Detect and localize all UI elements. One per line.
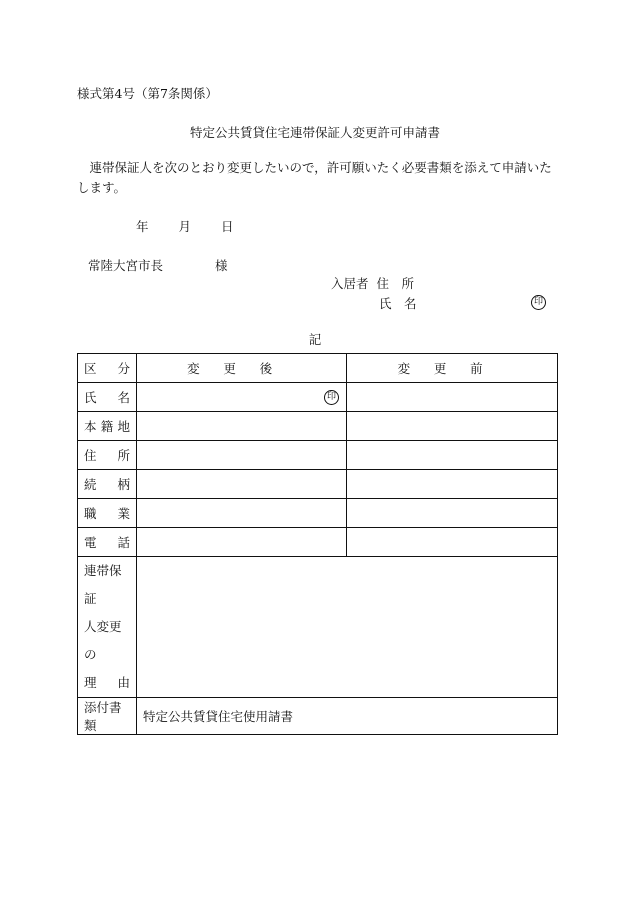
phone-before-field[interactable] xyxy=(347,528,558,557)
relationship-after-field[interactable] xyxy=(137,470,347,499)
table-row xyxy=(78,470,558,499)
header-category: 区 分 xyxy=(78,354,137,383)
table-row xyxy=(78,383,558,412)
table-row xyxy=(78,412,558,441)
row-label: 電 話 xyxy=(78,528,137,557)
applicant-role: 入居者 xyxy=(331,276,369,291)
document-title: 特定公共賃貸住宅連帯保証人変更許可申請書 xyxy=(189,125,440,140)
month-label: 月 xyxy=(178,219,191,234)
header-after: 変更後 xyxy=(137,354,347,383)
table-row xyxy=(78,528,558,557)
table-row xyxy=(78,499,558,528)
attachment-row xyxy=(78,698,558,735)
relationship-before-field[interactable] xyxy=(347,470,558,499)
address-after-field[interactable] xyxy=(137,441,347,470)
attachment-value: 特定公共賃貸住宅使用請書 xyxy=(137,698,558,735)
reason-label: 連帯保証 人変更の 理 由 xyxy=(78,557,137,698)
domicile-after-field[interactable] xyxy=(137,412,347,441)
day-label: 日 xyxy=(220,219,234,234)
attachment-label: 添付書類 xyxy=(78,698,137,735)
name-after-field[interactable] xyxy=(137,383,347,412)
addressee-name: 常陸大宮市長 xyxy=(88,258,164,273)
applicant-block xyxy=(331,274,417,314)
header-before: 変更前 xyxy=(347,354,558,383)
domicile-before-field[interactable] xyxy=(347,412,558,441)
row-label: 続 柄 xyxy=(78,470,137,499)
reason-field[interactable] xyxy=(137,557,558,698)
row-label: 職 業 xyxy=(78,499,137,528)
intro-paragraph: 連帯保証人を次のとおり変更したいので，許可願いたく必要書類を添えて申請いたします。 xyxy=(77,160,552,195)
row-label: 住 所 xyxy=(78,441,137,470)
ki-heading: 記 xyxy=(308,332,322,347)
form-number: 様式第4号（第7条関係） xyxy=(77,86,218,101)
change-form-table xyxy=(77,353,558,735)
row-label: 本籍地 xyxy=(78,412,137,441)
applicant-address-label: 住 所 xyxy=(376,276,414,291)
address-before-field[interactable] xyxy=(347,441,558,470)
name-seal-icon: 印 xyxy=(324,390,339,405)
applicant-seal-icon: 印 xyxy=(531,292,546,310)
addressee xyxy=(88,256,228,274)
applicant-name-label: 氏 名 xyxy=(379,296,417,311)
name-before-field[interactable] xyxy=(347,383,558,412)
table-header-row xyxy=(78,354,558,383)
reason-row xyxy=(78,557,558,698)
row-label: 氏 名 xyxy=(78,383,137,412)
phone-after-field[interactable] xyxy=(137,528,347,557)
date-line xyxy=(136,217,233,235)
occupation-before-field[interactable] xyxy=(347,499,558,528)
addressee-honorific: 様 xyxy=(215,258,228,273)
table-row xyxy=(78,441,558,470)
year-label: 年 xyxy=(136,219,149,234)
occupation-after-field[interactable] xyxy=(137,499,347,528)
